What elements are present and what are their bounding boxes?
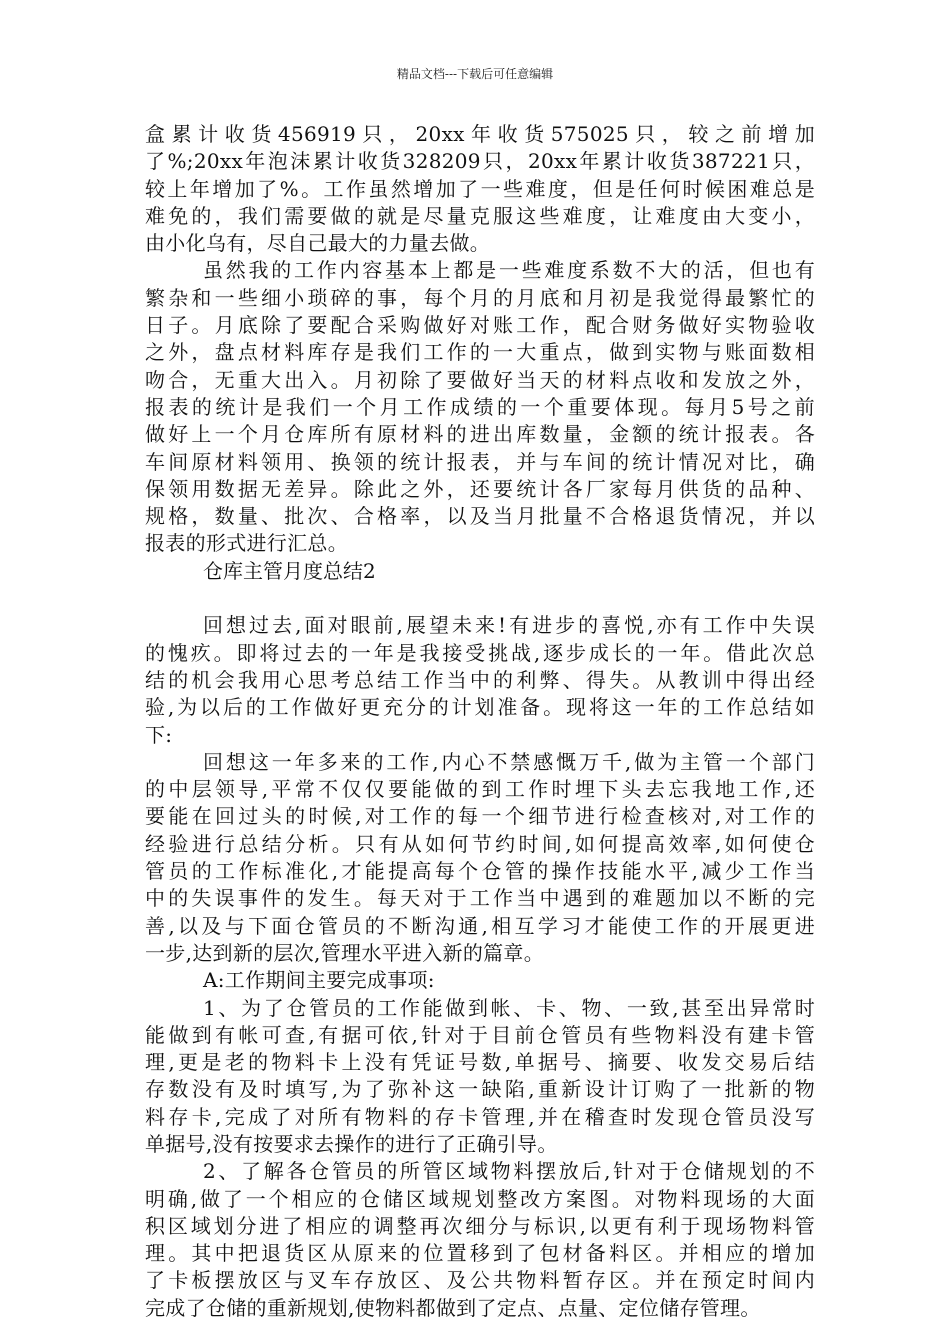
page-header-note: 精品文档---下载后可任意编辑 xyxy=(396,67,554,81)
text-line: 做好上一个月仓库所有原材料的进出库数量，金额的统计报表。各 xyxy=(145,422,815,447)
text-line: 车间原材料领用、换领的统计报表，并与车间的统计情况对比，确 xyxy=(145,449,815,474)
paragraph xyxy=(145,257,815,557)
text-line: 经验进行总结分析。只有从如何节约时间,如何提高效率,如何使仓 xyxy=(145,831,815,856)
paragraph xyxy=(145,1158,815,1322)
text-line: 2、了解各仓管员的所管区域物料摆放后,针对于仓储规划的不 xyxy=(203,1159,815,1184)
text-line: 一步,达到新的层次,管理水平进入新的篇章。 xyxy=(145,940,545,965)
text-line: 善,以及与下面仓管员的不断沟通,相互学习才能使工作的开展更进 xyxy=(145,913,815,938)
text-line: 存数没有及时填写,为了弥补这一缺陷,重新设计订购了一批新的物 xyxy=(145,1077,815,1102)
text-line: 保领用数据无差异。除此之外，还要统计各厂家每月供货的品种、 xyxy=(145,476,815,501)
text-line: 难免的，我们需要做的就是尽量克服这些难度，让难度由大变小， xyxy=(145,203,815,228)
paragraph xyxy=(145,121,815,257)
text-line: 验,为以后的工作做好更充分的计划准备。现将这一年的工作总结如 xyxy=(145,695,815,720)
text-line: 的愧疚。即将过去的一年是我接受挑战,逐步成长的一年。借此次总 xyxy=(145,640,815,665)
text-line: 由小化乌有，尽自己最大的力量去做。 xyxy=(145,231,491,256)
text-line: 盒累计收货456919只，20xx年收货575025只，较之前增加 xyxy=(145,122,815,146)
text-line: 较上年增加了%。工作虽然增加了一些难度，但是任何时候困难总是 xyxy=(145,176,815,201)
text-line: 料存卡,完成了对所有物料的存卡管理,并在稽查时发现仓管员没写 xyxy=(145,1104,815,1129)
paragraph xyxy=(145,749,815,967)
text-line: 吻合，无重大出入。月初除了要做好当天的材料点收和发放之外， xyxy=(145,367,815,392)
text-line: 繁杂和一些细小琐碎的事，每个月的月底和月初是我觉得最繁忙的 xyxy=(145,285,815,310)
paragraph xyxy=(145,995,815,1159)
text-line: 理。其中把退货区从原来的位置移到了包材备料区。并相应的增加 xyxy=(145,1241,815,1266)
text-line: 日子。月底除了要配合采购做好对账工作，配合财务做好实物验收 xyxy=(145,313,815,338)
text-line: 报表的形式进行汇总。 xyxy=(145,531,348,556)
text-line: 能做到有帐可查,有据可依,针对于目前仓管员有些物料没有建卡管 xyxy=(145,1022,815,1047)
document-body xyxy=(145,121,815,1322)
text-line: 单据号,没有按要求去操作的进行了正确引导。 xyxy=(145,1131,558,1156)
text-line: 完成了仓储的重新规划,使物料都做到了定点、点量、定位储存管理。 xyxy=(145,1295,761,1320)
text-line: 结的机会我用心思考总结工作当中的利弊、得失。从教训中得出经 xyxy=(145,667,815,692)
text-line: 管员的工作标准化,才能提高每个仓管的操作技能水平,减少工作当 xyxy=(145,859,815,884)
text-line: 了%;20xx年泡沫累计收货328209只，20xx年累计收货387221只， xyxy=(145,149,815,174)
text-line: 下: xyxy=(145,722,173,747)
text-line: 明确,做了一个相应的仓储区域规划整改方案图。对物料现场的大面 xyxy=(145,1186,815,1211)
text-line: A:工作期间主要完成事项: xyxy=(203,968,435,993)
text-line: 之外，盘点材料库存是我们工作的一大重点，做到实物与账面数相 xyxy=(145,340,815,365)
text-line: 回想过去,面对眼前,展望未来!有进步的喜悦,亦有工作中失误 xyxy=(203,613,815,638)
paragraph xyxy=(145,612,815,748)
text-line: 回想这一年多来的工作,内心不禁感慨万千,做为主管一个部门 xyxy=(203,749,815,774)
text-line: 的中层领导,平常不仅仅要能做的到工作时埋下头去忘我地工作,还 xyxy=(145,777,815,802)
paragraph xyxy=(145,967,815,994)
text-line: 规格，数量、批次、合格率，以及当月批量不合格退货情况，并以 xyxy=(145,504,815,529)
text-line: 积区域划分进了相应的调整再次细分与标识,以更有利于现场物料管 xyxy=(145,1213,815,1238)
blank-line xyxy=(145,585,815,612)
text-line: 中的失误事件的发生。每天对于工作当中遇到的难题加以不断的完 xyxy=(145,886,815,911)
text-line: 报表的统计是我们一个月工作成绩的一个重要体现。每月5号之前 xyxy=(145,394,815,419)
text-line: 虽然我的工作内容基本上都是一些难度系数不大的活，但也有 xyxy=(203,258,815,283)
text-line: 理,更是老的物料卡上没有凭证号数,单据号、摘要、收发交易后结 xyxy=(145,1050,815,1075)
text-line: 要能在回过头的时候,对工作的每一个细节进行检查核对,对工作的 xyxy=(145,804,815,829)
section-heading: 仓库主管月度总结2 xyxy=(203,558,376,583)
text-line: 1、为了仓管员的工作能做到帐、卡、物、一致,甚至出异常时 xyxy=(203,995,815,1020)
text-line: 了卡板摆放区与叉车存放区、及公共物料暂存区。并在预定时间内 xyxy=(145,1268,815,1293)
